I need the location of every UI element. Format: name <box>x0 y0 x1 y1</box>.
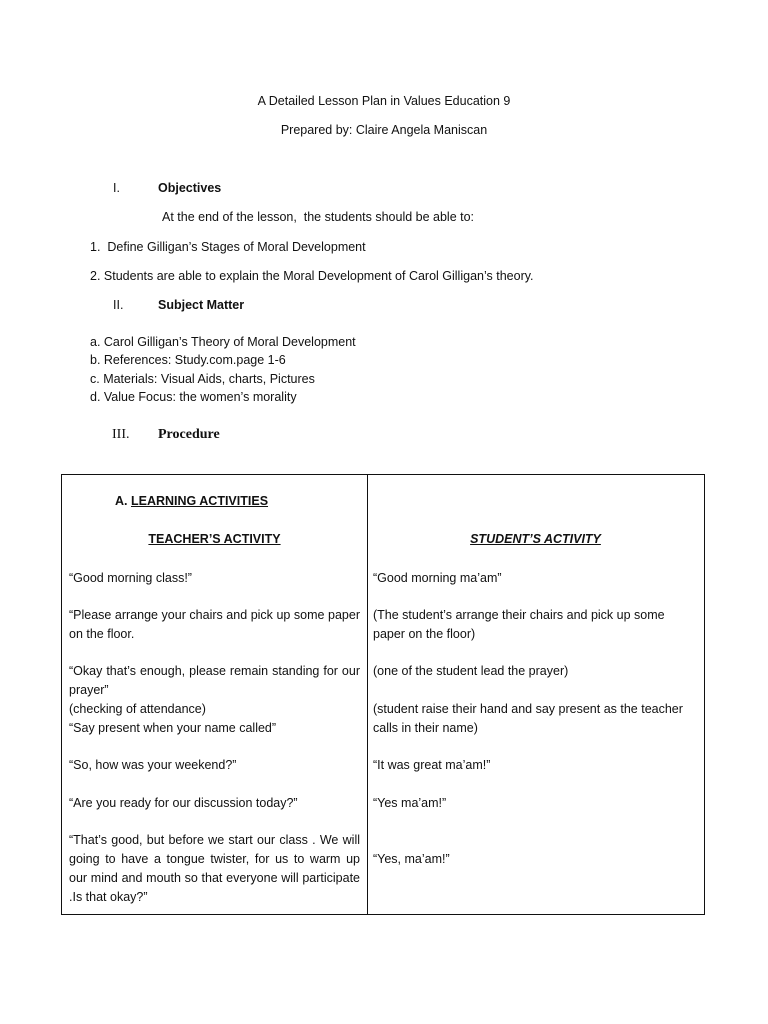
teacher-row: (checking of attendance) <box>69 702 206 716</box>
student-row: (one of the student lead the prayer) <box>373 664 569 678</box>
subject-matter-item: d. Value Focus: the women’s morality <box>90 390 297 404</box>
objective-item: 2. Students are able to explain the Moral Development of Carol Gilligan’s theory. <box>90 269 534 283</box>
objectives-numeral: I. <box>113 181 120 195</box>
subject-matter-numeral: II. <box>113 298 124 312</box>
teacher-row: “So, how was your weekend?” <box>69 758 237 772</box>
student-row: (student raise their hand and say present as the teacher calls in their name) <box>373 702 683 735</box>
subject-matter-item: a. Carol Gilligan’s Theory of Moral Development <box>90 335 356 349</box>
procedure-numeral: III. <box>112 427 130 442</box>
student-row: “It was great ma’am!” <box>373 758 491 772</box>
objective-item: 1. Define Gilligan’s Stages of Moral Development <box>90 240 366 254</box>
section-title-text: LEARNING ACTIVITIES <box>130 494 269 508</box>
column-divider <box>367 475 368 914</box>
objectives-intro: At the end of the lesson, the students should be able to: <box>162 210 475 224</box>
student-row: “Yes, ma’am!” <box>373 852 450 866</box>
procedure-heading: Procedure <box>158 427 220 442</box>
teacher-row: “Good morning class!” <box>69 571 192 585</box>
subject-matter-item: c. Materials: Visual Aids, charts, Pictures <box>90 372 315 386</box>
student-row: “Good morning ma’am” <box>373 571 502 585</box>
teacher-activity-header: TEACHER’S ACTIVITY <box>148 532 281 546</box>
subject-matter-heading: Subject Matter <box>158 298 245 312</box>
student-row: (The student’s arrange their chairs and pick up some paper on the floor) <box>373 608 665 641</box>
section-prefix: A. <box>115 494 131 508</box>
student-row: “Yes ma’am!” <box>373 796 447 810</box>
subject-matter-item: b. References: Study.com.page 1-6 <box>90 353 286 367</box>
teacher-row: “Okay that’s enough, please remain standing for our prayer” <box>69 664 360 697</box>
activity-table <box>61 474 705 915</box>
student-activity-header: STUDENT’S ACTIVITY <box>470 532 601 546</box>
document-title: A Detailed Lesson Plan in Values Education 9 <box>257 94 511 108</box>
section-title <box>115 494 268 508</box>
teacher-row: “That’s good, but before we start our class . We will going to have a tongue twister, for us to warm up our mind and mouth so that everyone will participate .Is that okay?” <box>69 833 360 904</box>
teacher-row: “Please arrange your chairs and pick up some paper on the floor. <box>69 608 360 641</box>
teacher-row: “Say present when your name called” <box>69 721 277 735</box>
teacher-row: “Are you ready for our discussion today?” <box>69 796 298 810</box>
prepared-by: Prepared by: Claire Angela Maniscan <box>280 123 488 137</box>
objectives-heading: Objectives <box>158 181 222 195</box>
